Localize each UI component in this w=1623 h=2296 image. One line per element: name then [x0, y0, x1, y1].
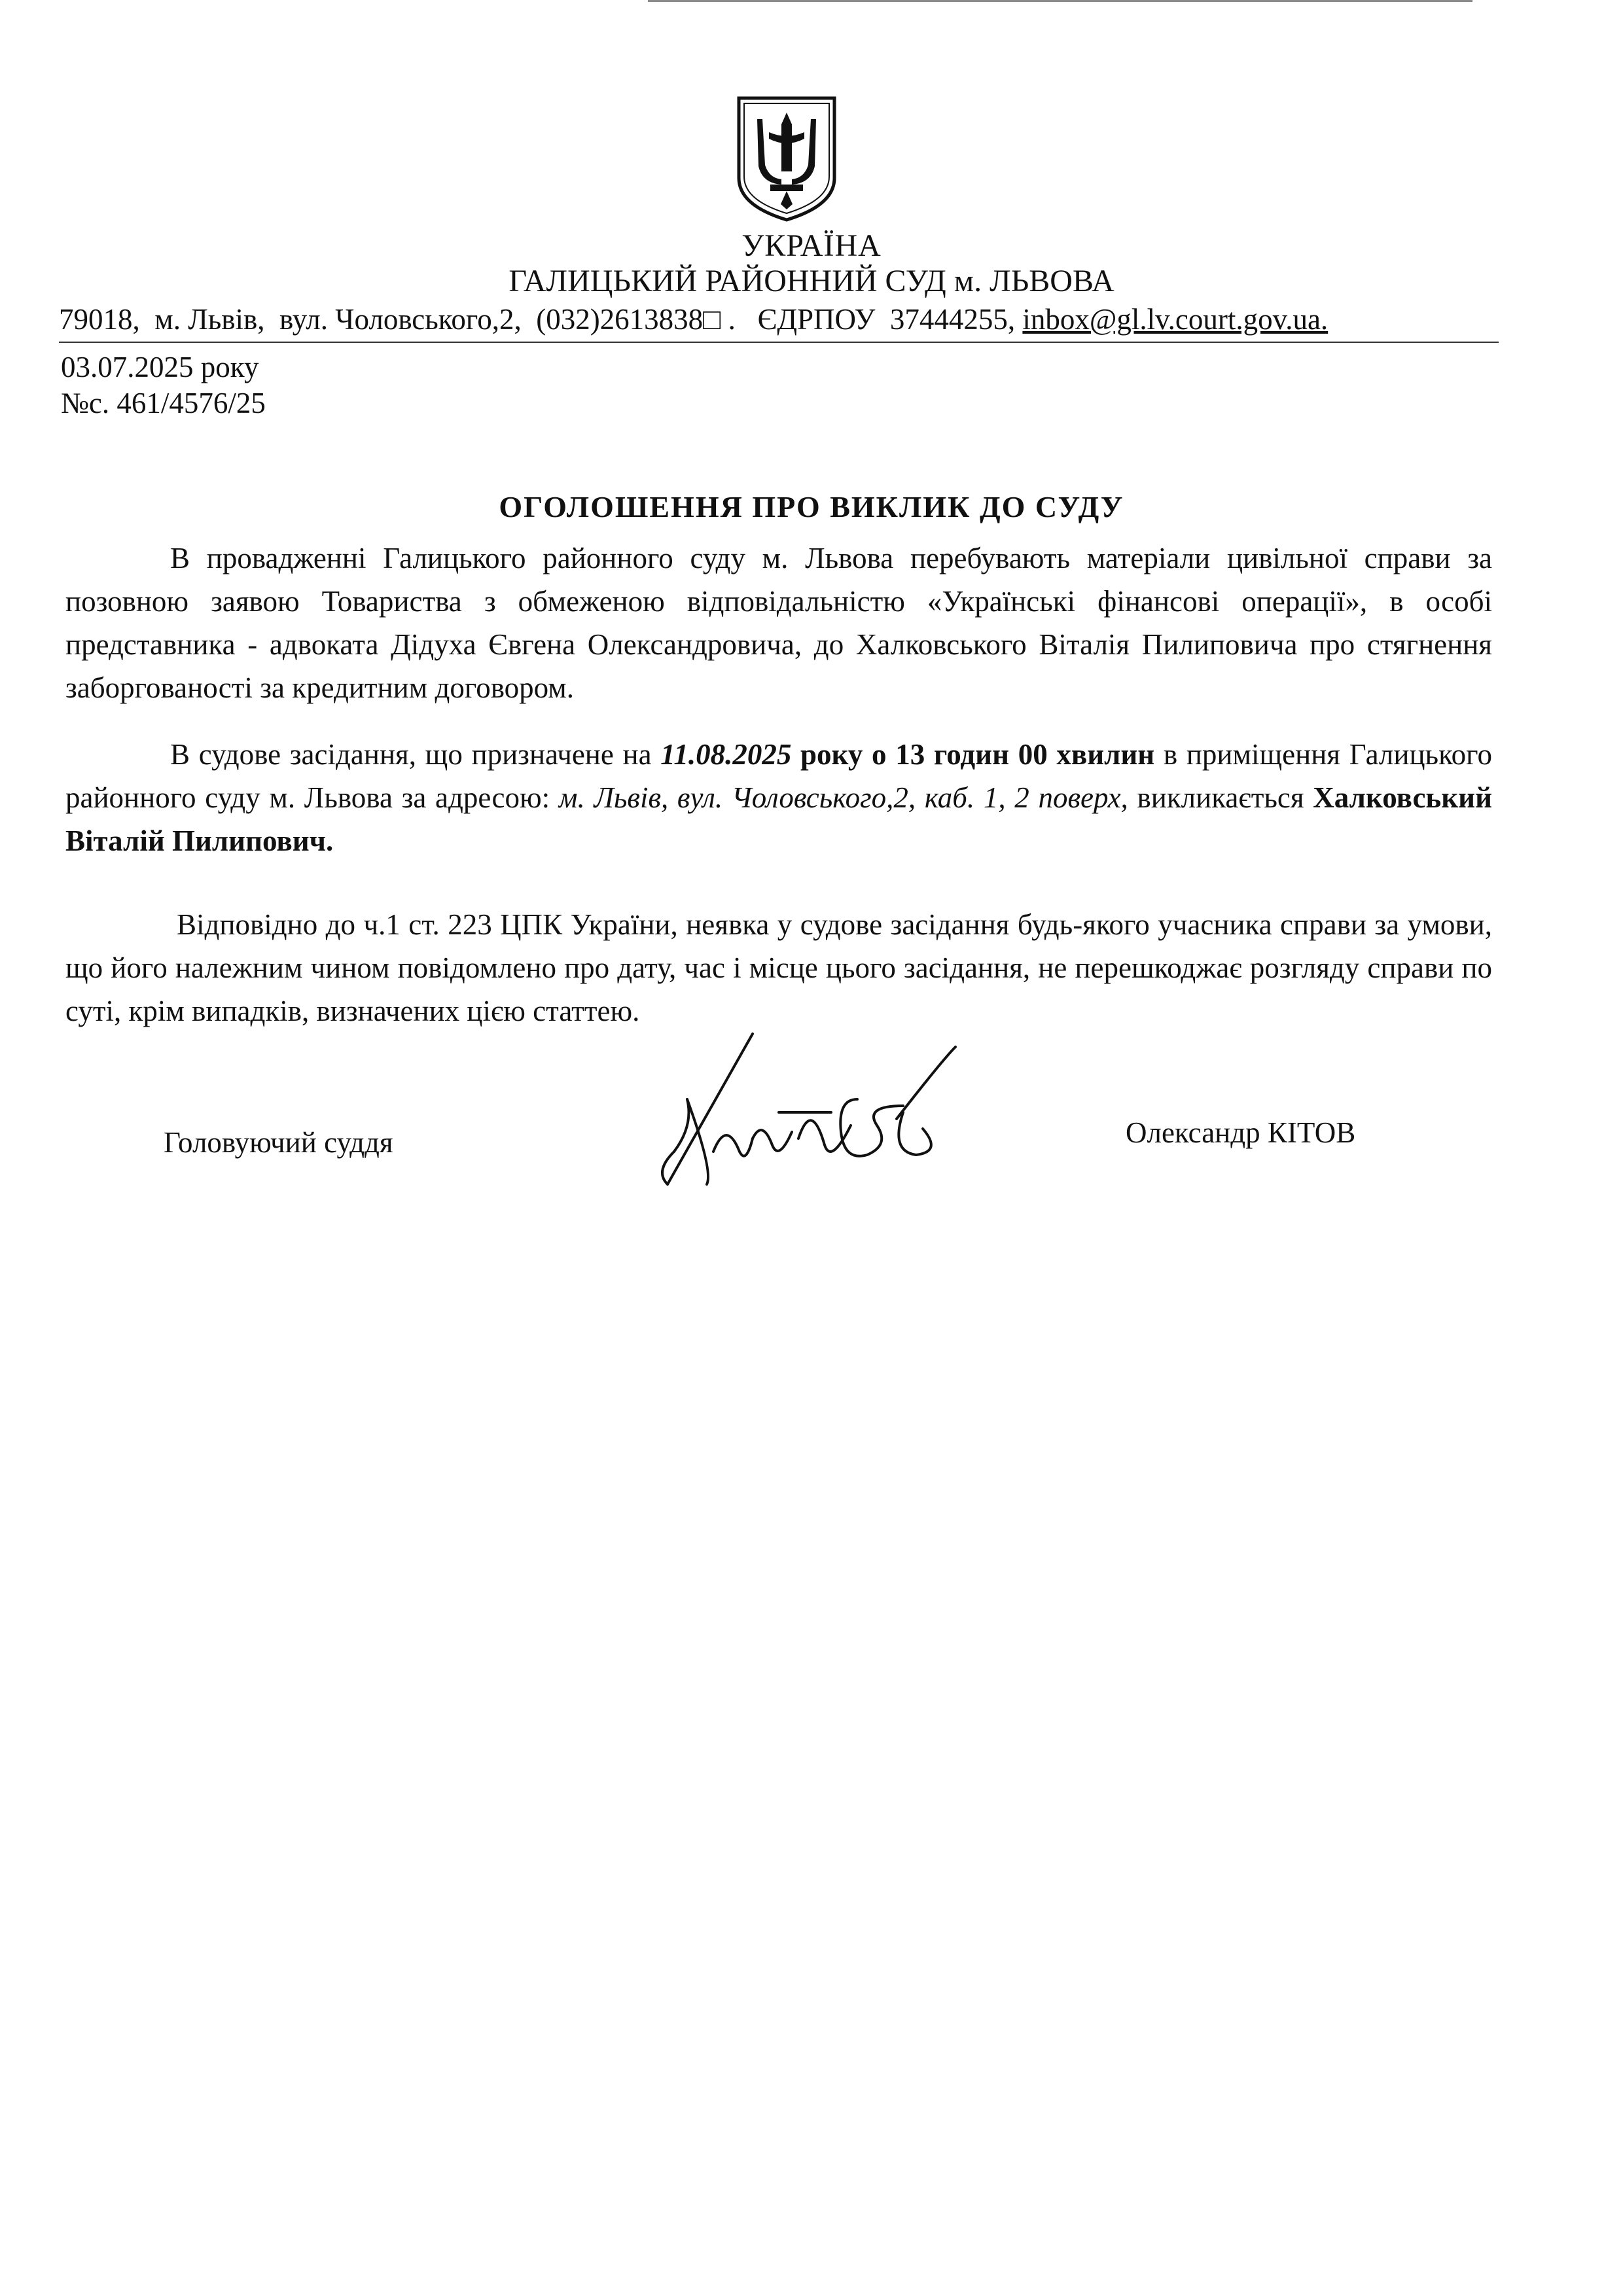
paragraph-hearing [65, 733, 1492, 862]
judge-name: Олександр КІТОВ [1126, 1116, 1356, 1149]
paragraph-proceedings: В провадженні Галицького районного суду м. Львова перебувають матеріали цивільної справи за позовною заявою Товариства з обмеженою відповідальністю «Українські фінансові операції», в особі представника - адвоката Дідуха Євгена Олександровича, до Халковського Віталія Пилиповича про стягнення заборгованості за кредитним договором. [65, 542, 1492, 704]
hearing-lead-text: В судове засідання, що призначене на [170, 738, 661, 771]
scan-edge-line [648, 0, 1472, 2]
summoned-person-name: Халковський Віталій Пилипович. [65, 781, 1493, 857]
hearing-location: м. Львів, вул. Чоловського,2, каб. 1, 2 поверх, [558, 781, 1128, 814]
hearing-summons-text: викликається [1128, 781, 1313, 814]
document-date: 03.07.2025 року [61, 351, 259, 383]
case-number: №с. 461/4576/25 [61, 387, 266, 419]
court-email-link[interactable]: inbox@gl.lv.court.gov.ua. [1022, 303, 1329, 336]
hearing-date: 11.08.2025 [660, 738, 792, 771]
document-title: ОГОЛОШЕННЯ ПРО ВИКЛИК ДО СУДУ [499, 490, 1124, 523]
court-address-line [59, 302, 1328, 336]
hearing-time: року о 13 годин 00 хвилин [791, 738, 1155, 771]
header-divider [59, 342, 1499, 343]
court-heading: ГАЛИЦЬКИЙ РАЙОННИЙ СУД м. ЛЬВОВА [508, 264, 1115, 298]
handwritten-signature-icon [641, 1021, 982, 1197]
tryzub-emblem-icon [731, 93, 842, 224]
court-address: 79018, м. Львів, вул. Чоловського,2, (032)2613838□ . ЄДРПОУ 37444255, [59, 303, 1023, 336]
paragraph-legal-notice: Відповідно до ч.1 ст. 223 ЦПК України, неявка у судове засідання будь-якого учасника справи за умови, що його належним чином повідомлено про дату, час і місце цього засідання, не перешкоджає розгляду справи по суті, крім випадків, визначених цією статтею. [65, 908, 1492, 1027]
country-heading: УКРАЇНА [741, 228, 882, 263]
hearing-mid-text: в приміщення Галицького районного суду м. Львова за адресою: [65, 738, 1492, 814]
judge-role: Головуючий суддя [164, 1126, 393, 1159]
